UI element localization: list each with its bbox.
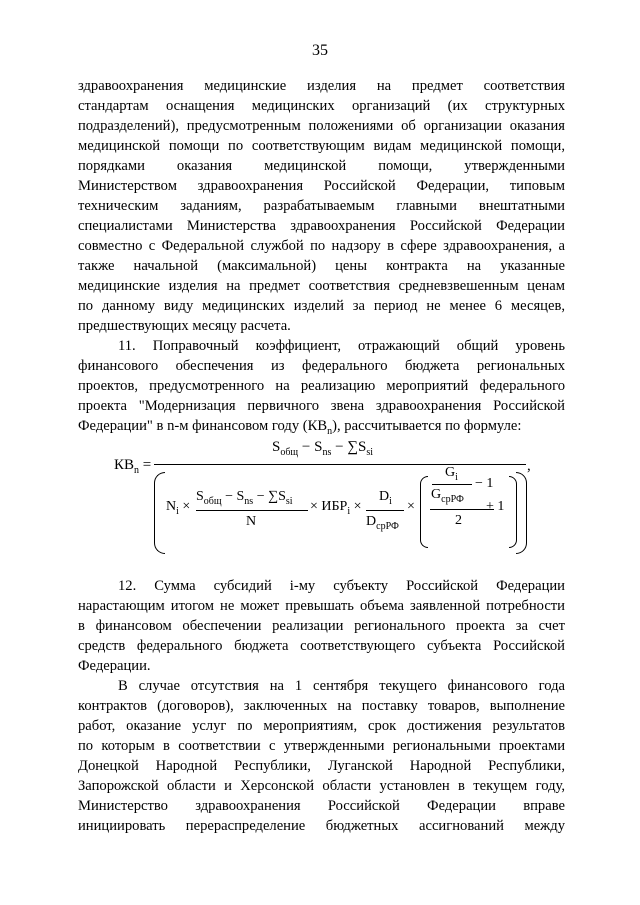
text-line: Запорожской области и Херсонской области установлен в текущем году, [78,778,565,794]
fraction-bar [154,464,526,465]
formula-subscript: ns [244,495,254,507]
text-line: по которым в соответствии с утвержденными региональными проектами [78,738,565,754]
fraction-bar [430,509,494,510]
g-numerator [445,465,458,483]
times-sign: × [407,499,415,514]
formula-symbol: D [366,514,377,529]
formula-kv [100,432,540,562]
formula-symbol: N [166,499,177,514]
text-line: техническим заданиям, разрабатываемым главными внештатными [78,198,565,214]
formula-subscript: общ [280,447,299,458]
d-numerator [379,489,392,507]
formula-subscript: i [455,471,458,483]
formula-symbol: G [431,487,442,502]
text-line: Министерство здравоохранения Российской Федерации вправе [78,798,565,814]
fraction-bar [196,510,308,511]
formula-subscript: n [134,465,140,476]
equals-sign: = [142,457,152,473]
text-line: финансового обеспечения из федерального бюджета региональных [78,358,565,374]
fraction-bar [432,484,472,485]
text-line: 12. Сумма субсидий i-му субъекту Российской Федерации [118,578,565,594]
inner-denominator: N [246,514,257,529]
text-line: нарастающим итогом не может превышать объема заявленной потребности [78,598,565,614]
minus-one: − 1 [475,476,494,491]
text-line: специалистами Министерства здравоохранения Российской Федерации [78,218,565,234]
formula-comma: , [527,458,531,474]
right-paren [516,472,527,554]
text-line: проектов, предусмотренного на реализацию мероприятий федерального [78,378,565,394]
text-line: Донецкой Народной Республики, Луганской Народной Республики, [78,758,565,774]
text-line: Министерством здравоохранения Российской Федерации, типовым [78,178,565,194]
formula-subscript: срРФ [441,493,464,505]
text-line: здравоохранения медицинские изделия на предмет соответствия [78,78,565,94]
d-denominator [366,514,399,532]
text-fragment: Федерации" в n-м финансовом году ( [78,418,308,434]
text-line: предшествующих месяцу расчета. [78,318,291,334]
times-sign: × [182,499,191,514]
plus-one: + 1 [486,499,505,514]
formula-symbol: G [445,465,456,480]
text-line: по данному виду медицинских изделий за период не менее 6 месяцев, [78,298,565,314]
formula-subscript: общ [203,495,222,507]
formula-subscript: n [327,425,333,437]
text-line: средств федерального бюджета соответствующего субъекта Российской [78,638,565,654]
two: 2 [455,513,462,528]
text-line: медицинские изделия на предмет соответствия средневзвешенным ценам [78,278,565,294]
text-line: В случае отсутствия на 1 сентября текущего финансового года [118,678,565,694]
paragraph-13 [78,676,565,836]
formula-symbol: − S [221,489,245,504]
formula-ibr [310,499,362,517]
formula-subscript: i [389,495,392,507]
formula-symbol: S [196,489,204,504]
text-line: 11. Поправочный коэффициент, отражающий общий уровень [118,338,565,354]
formula-subscript: si [366,447,374,458]
formula-subscript: ns [322,447,332,458]
formula-numerator [272,439,373,458]
formula-symbol: КВ [114,457,135,473]
formula-subscript: i [347,505,351,517]
formula-subscript: i [176,505,179,517]
formula-symbol: × ИБР [310,499,348,514]
inner-numerator [196,489,293,507]
formula-symbol: S [272,439,281,455]
page-number: 35 [312,42,328,59]
g-denominator [431,487,464,505]
formula-symbol: D [379,489,390,504]
text-line: подразделений), предусмотренным положениями об организации оказания [78,118,565,134]
formula-lhs [114,457,151,476]
formula-subscript: si [285,495,293,507]
text-line: стандартам оснащения медицинских организаций (их структурных [78,98,565,114]
text-line: проекта "Модернизация первичного звена здравоохранения Российской [78,398,565,414]
formula-symbol: − S [298,439,323,455]
text-line: в финансовом обеспечении реализации регионального проекта за счет [78,618,565,634]
text-line: медицинской помощи по соответствующим видам медицинской помощи, [78,138,565,154]
text-line: также начальной (максимальной) цены контракта на указанные [78,258,565,274]
times-sign: × [353,499,362,514]
text-line: порядками оказания медицинской помощи, утвержденными [78,158,565,174]
formula-symbol: − ∑S [331,439,367,455]
text-line: инициировать перераспределение бюджетных ассигнований между [78,818,565,834]
text-line: Федерации. [78,658,151,674]
left-paren [154,472,165,554]
text-line: совместно с Федеральной службой по надзору в сфере здравоохранения, а [78,238,565,254]
paragraph-11 [78,336,565,442]
fraction-bar [366,510,404,511]
formula-subscript: срРФ [376,520,399,532]
text-line: работ, оказание услуг по мероприятиям, срок достижения результатов [78,718,565,734]
formula-ni [166,499,190,517]
formula-symbol: − ∑S [253,489,286,504]
left-paren [420,476,428,548]
text-line: контрактов (договоров), заключенных на поставку товаров, выполнение [78,698,565,714]
text-fragment: ), рассчитывается по формуле: [332,418,522,434]
paragraph-12 [78,576,565,676]
right-paren [509,476,517,548]
paragraph-continued [78,76,565,336]
formula-symbol: КВ [307,418,328,434]
